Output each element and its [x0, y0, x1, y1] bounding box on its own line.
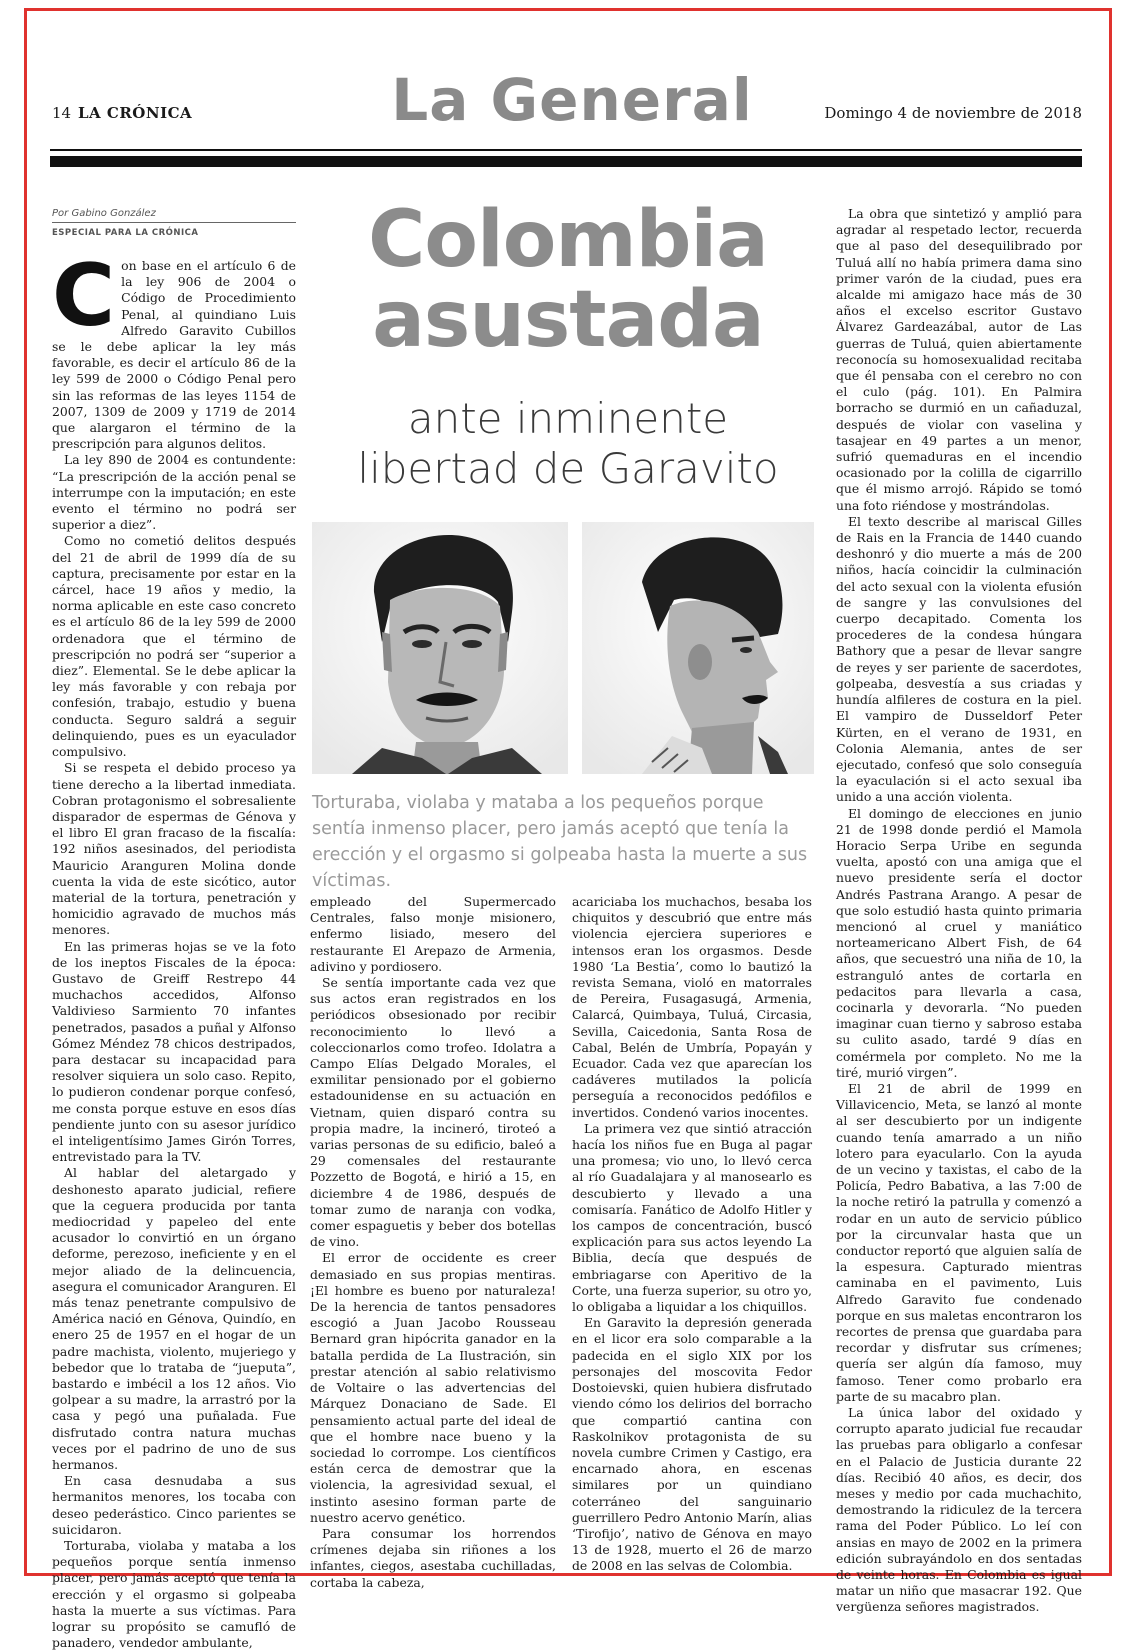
headline-line: asustada	[372, 275, 764, 365]
paragraph: Al hablar del aletargado y deshonesto aparato judicial, refiere que la ceguera producida por tanta mediocridad y papeleo del ente acusador lo convirtió en un órgano deforme, perezoso, ineficiente y en el mejor aliado de la delincuencia, asegura el comunicador Aranguren. El más tenaz penetrante compulsivo de América nació en Génova, Quindío, en enero 25 de 1957 en el hogar de un padre machista, violento, mujeriego y bebedor que lo trataba de “jueputa”, bastardo e imbécil a los 12 años. Vio golpear a su madre, la arrastró por la casa y pegó una puñalada. Fue disfrutado contra natura muchas veces por el padrino de uno de sus hermanos.	[52, 1165, 296, 1473]
paragraph: Se sentía importante cada vez que sus actos eran registrados en los periódicos obsesionado por recibir reconocimiento lo llevó a coleccionarlos como trofeo. Idolatra a Campo Elías Delgado Morales, el exmilitar pensionado por el gobierno estadounidense en su actuación en Vietnam, quien disparó contra su propia madre, la incineró, tiroteó a varias personas de su edificio, baleó a 29 comensales del restaurante Pozzetto de Bogotá, e hirió a 15, en diciembre 4 de 1986, después de tomar zumo de naranja con vodka, comer espaguetis y beber dos botellas de vino.	[310, 975, 556, 1250]
paragraph: empleado del Supermercado Centrales, falso monje misionero, enfermo lisiado, mesero del restaurante El Arepazo de Armenia, adivino y pordiosero.	[310, 894, 556, 974]
article-column-2	[310, 894, 556, 1591]
paragraph: on base en el artículo 6 de la ley 906 de 2004 o Código de Procedimiento Penal, al quindiano Luis Alfredo Garavito Cubillos se le debe aplicar la ley más favorable, es decir el artículo 86 de la ley 599 de 2000 o Código Penal pero sin las reformas de las leyes 1154 de 2007, 1309 de 2009 y 1719 de 2014 que alargaron el término de la prescripción para algunos delitos.	[52, 258, 296, 452]
paragraph: La ley 890 de 2004 es contundente: “La prescripción de la acción penal se interrumpe con la imputación; en este evento el término no podrá ser superior a diez”.	[52, 452, 296, 533]
mugshot-front-photo	[312, 522, 568, 774]
paragraph: En Garavito la depresión generada en el licor era solo comparable a la padecida en el siglo XIX por los personajes del moscovita Fedor Dostoievski, quien hubiera disfrutado viendo cómo los delirios del borracho que compartió cantina con Raskolnikov protagonista de su novela cumbre Crimen y Castigo, era encarnado ahora, en escenas similares por un quindiano coterráneo del sanguinario guerrillero Pedro Antonio Marín, alias ‘Tirofijo’, nativo de Génova en mayo 13 de 1928, muerto el 26 de marzo de 2008 en las selvas de Colombia.	[572, 1315, 812, 1574]
paragraph: La obra que sintetizó y amplió para agradar al respetado lector, recuerda que al paso del desequilibrado por Tuluá allí no había primera dama sino primer varón de la ciudad, pues era alcalde mi amigazo hace más de 30 años el excelso escritor Gustavo Álvarez Gardeazábal, autor de Las guerras de Tuluá, quien abiertamente reconocía su homosexualidad recitaba que él pensaba con el cerebro no con el culo (pág. 101). En Palmira borracho se durmió en un cañaduzal, después de violar con vaselina y tasajear en 49 partes a un menor, sufrió quemaduras en el incendio ocasionado por la colilla de cigarrillo que él mismo arrojó. Rápido se tomó una foto riéndose y mostrándolas.	[836, 206, 1082, 513]
byline-special: ESPECIAL PARA LA CRÓNICA	[52, 228, 199, 238]
photo-caption: Torturaba, violaba y mataba a los pequeños porque sentía inmenso placer, pero jamás aceptó que tenía la erección y el orgasmo si golpeaba hasta la muerte a sus víctimas.	[312, 793, 808, 891]
paragraph: El texto describe al mariscal Gilles de Rais en la Francia de 1440 cuando deshonró y dio muerte a más de 200 niños, hacía coincidir la culminación del acto sexual con la violenta efusión de sangre y las convulsiones del cuerpo decapitado. Comenta los procederes de la condesa húngara Bathory que a pesar de llevar sangre de reyes y ser pariente de sacerdotes, golpeaba, desvestía a sus criadas y hundía alfileres de costura en la piel. El vampiro de Dusseldorf Peter Kürten, en el verano de 1931, en Colonia Alemania, antes de ser ejecutado, confesó que solo conseguía la eyaculación si el acto sexual iba unido a una acción violenta.	[836, 513, 1082, 805]
headline-line: Colombia	[368, 195, 768, 285]
paragraph: Para consumar los horrendos crímenes dejaba sin riñones a los infantes, ciegos, asestaba cuchilladas, cortaba la cabeza,	[310, 1525, 556, 1590]
article-column-4	[836, 206, 1082, 1616]
header-rule-thin	[50, 149, 1082, 151]
subheadline-line: libertad de Garavito	[357, 444, 779, 493]
issue-date: Domingo 4 de noviembre de 2018	[824, 104, 1082, 122]
paragraph: Como no cometió delitos después del 21 de abril de 1999 día de su captura, precisamente por estar en la cárcel, hace 19 años y medio, la norma aplicable en este caso concreto es el artículo 86 de la ley 599 de 2000 ordenadora que el término de prescripción no podrá ser “superior a diez”. Elemental. Se le debe aplicar la ley más favorable y con rebaja por confesión, trabajo, estudio y buena conducta. Seguro saldrá a seguir delinquiendo, pues es un eyaculador compulsivo.	[52, 533, 296, 760]
byline-author: Por Gabino González	[52, 208, 296, 223]
paragraph: En casa desnudaba a sus hermanitos menores, los tocaba con deseo pederástico. Cinco parientes se suicidaron.	[52, 1473, 296, 1537]
paragraph: El domingo de elecciones en junio 21 de 1998 donde perdió el Mamola Horacio Serpa Uribe en segunda vuelta, apostó con una amiga que el nuevo presidente sería el doctor Andrés Pastrana Arango. A pesar de que solo estudió hasta quinto primaria mencionó al cruel y maniático norteamericano Albert Fish, de 64 años, que secuestró una niña de 10, la estranguló antes de cortarla en pedacitos para llevarla a casa, cocinarla y devorarla. “No pueden imaginar cuan tierno y sabroso estaba su culito asado, tardé 9 días en comérmela por completo. No me la tiré, murió virgen”.	[836, 805, 1082, 1080]
subheadline-line: ante inminente	[407, 394, 729, 443]
paragraph: El 21 de abril de 1999 en Villavicencio, Meta, se lanzó al monte al ser descubierto por un indigente cuando tenía amarrado a un niño lotero para eyacularlo. Con la ayuda de un vecino y taxistas, el cabo de la Policía, Pedro Babativa, a las 7:00 de la noche retiró la patrulla y comenzó a rodar en un auto de servicio público por la circunvalar hasta que un conductor reportó que alguien salía de la espesura. Capturado mientras caminaba en el pavimento, Luis Alfredo Garavito fue condenado porque en sus maletas encontraron los recortes de prensa que guardaba para recordar y disfrutar sus crímenes; quería ser algún día famoso, muy famoso. Tener como probarlo era parte de su macabro plan.	[836, 1080, 1082, 1404]
newspaper-name: LA CRÓNICA	[78, 104, 193, 122]
mugshot-profile-photo	[582, 522, 814, 774]
paragraph: Si se respeta el debido proceso ya tiene derecho a la libertad inmediata. Cobran protagonismo el sobresaliente disparador de espermas de Génova y el libro El gran fracaso de la fiscalía: 192 niños asesinados, del periodista Mauricio Aranguren Molina donde cuenta la vida de este sicótico, autor material de la tortura, penetración y homicidio agravado de muchos más menores.	[52, 760, 296, 938]
paragraph: El error de occidente es creer demasiado en sus propias mentiras. ¡El hombre es bueno por naturaleza! De la herencia de tantos pensadores escogió a Juan Jacobo Rousseau Bernard gran hipócrita ganador en la batalla perdida de La Ilustración, sin prestar atención al sabio relativismo de Voltaire o las advertencias del Márquez Donaciano de Sade. El pensamiento actual parte del ideal de que el hombre nace bueno y la sociedad lo corrompe. Los científicos están cerca de demostrar que la violencia, la agresividad sexual, el instinto asesino forman parte de nuestro acervo genético.	[310, 1250, 556, 1525]
article-column-1	[52, 246, 296, 1651]
header-rule-thick	[50, 156, 1082, 167]
section-title: La General	[391, 66, 753, 134]
paragraph: acariciaba los muchachos, besaba los chiquitos y descubrió que entre más violencia ejerciera superiores e intensos eran los orgasmos. Desde 1980 ‘La Bestia’, como lo bautizó la revista Semana, violó en matorrales de Pereira, Fusagasugá, Armenia, Calarcá, Quimbaya, Tuluá, Circasia, Sevilla, Caicedonia, Santa Rosa de Cabal, Belén de Umbría, Popayán y Ecuador. Cada vez que aparecían los cadáveres mutilados la policía perseguía a reconocidos pedófilos e invertidos. Condenó varios inocentes.	[572, 894, 812, 1120]
paragraph: Torturaba, violaba y mataba a los pequeños porque sentía inmenso placer, pero jamás aceptó que tenía la erección y el orgasmo si golpeaba hasta la muerte a sus víctimas. Para lograr su propósito se camufló de panadero, vendedor ambulante,	[52, 1538, 296, 1651]
paragraph: En las primeras hojas se ve la foto de los ineptos Fiscales de la época: Gustavo de Greiff Restrepo 44 muchachos accedidos, Alfonso Valdivieso Sarmiento 70 infantes penetrados, pasados a puñal y Alfonso Gómez Méndez 78 chicos destripados, para destacar su incapacidad para resolver siquiera un solo caso. Repito, lo pudieron condenar porque confesó, me consta porque estuve en esos días pendiente junto con su asesor jurídico el inteligentísimo James Girón Torres, entrevistado para la TV.	[52, 938, 296, 1165]
article-column-3	[572, 894, 812, 1575]
paragraph: La primera vez que sintió atracción hacía los niños fue en Buga al pagar una promesa; vio uno, lo llevó cerca al río Guadalajara y al manosearlo es descubierto y llevado a una comisaría. Fanático de Adolfo Hitler y los campos de concentración, buscó explicación para sus actos leyendo La Biblia, decía que después de embriagarse con Aperitivo de la Corte, una fuerza superior, su otro yo, lo obligaba a liquidar a los chiquillos.	[572, 1120, 812, 1315]
subheadline	[318, 394, 818, 494]
drop-cap: C	[52, 246, 116, 346]
headline	[318, 195, 818, 365]
paragraph: La única labor del oxidado y corrupto aparato judicial fue recaudar las pruebas para obligarlo a confesar en el Palacio de Justicia durante 22 días. Recibió 40 años, es decir, dos meses y medio por cada muchachito, demostrando la ridiculez de la tercera rama del Poder Público. Lo leí con ansias en mayo de 2002 en la primera edición subrayándolo en dos sentadas de veinte horas. En Colombia es igual matar un niño que masacrar 192. Que vergüenza señores magistrados.	[836, 1405, 1082, 1615]
page-number: 14	[52, 104, 72, 122]
